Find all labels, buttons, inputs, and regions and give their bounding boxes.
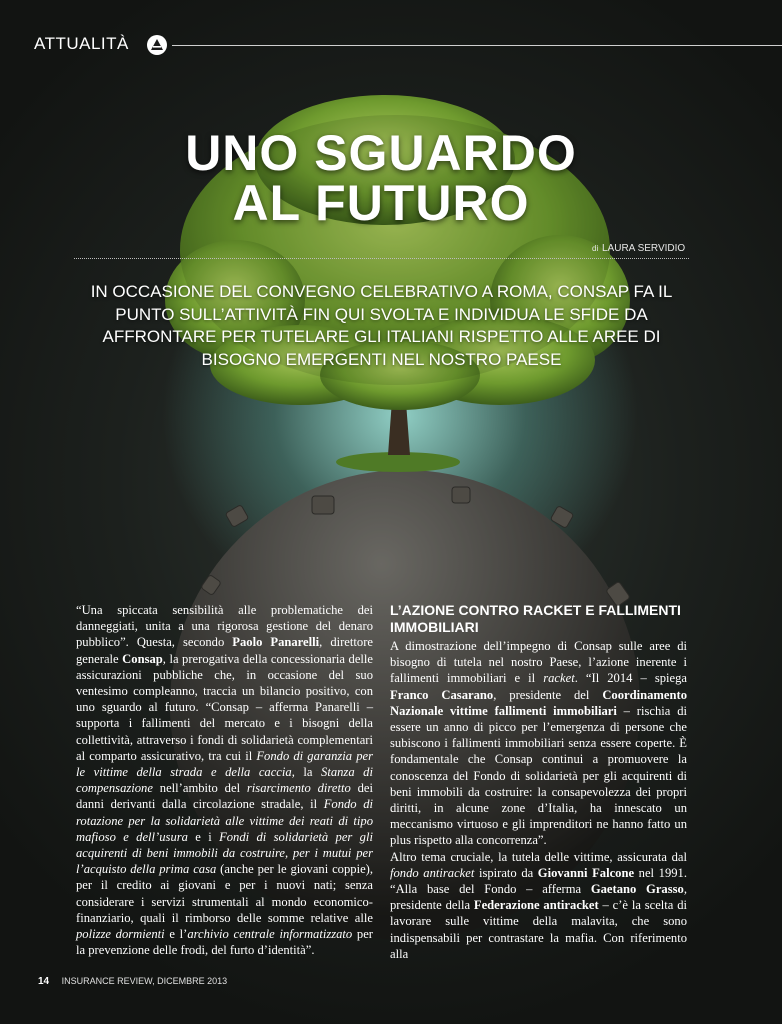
byline-author: LAURA SERVIDIO (602, 243, 686, 254)
right-column (390, 602, 687, 962)
left-column (76, 602, 373, 958)
title-line-2: AL FUTURO (232, 175, 530, 231)
page-number: 14 (38, 976, 50, 987)
dotted-divider (74, 258, 689, 259)
title-line-1: UNO SGUARDO (185, 125, 577, 181)
publication-name: INSURANCE REVIEW, DICEMBRE 2013 (61, 976, 228, 986)
byline-prefix: di (592, 244, 599, 253)
section-label: ATTUALITÀ (34, 34, 129, 53)
page-footer (38, 976, 227, 987)
header-rule (172, 45, 782, 46)
paragraph: “Una spiccata sensibilità alle problematiche dei danneggiati, unita a una rigorosa gestione del denaro pubblico”. Questa, secondo Paolo Panarelli, direttore generale Consap, la prerogativa della concessionaria delle assicurazioni pubbliche che, in occasione del suo ventesimo compleanno, traccia un bilancio positivo, con uno sguardo al futuro. “Consap – afferma Panarelli – supporta i fallimenti del mercato e i bisogni della collettività, attraverso i fondi di solidarietà complementari al comparto assicurativo, tra cui il Fondo di garanzia per le vittime della strada e della caccia, la Stanza di compensazione nell’ambito del risarcimento diretto dei danni derivanti dalla circolazione stradale, il Fondo di rotazione per la solidarietà alle vittime dei reati di tipo mafioso e dell’usura e i Fondi di solidarietà per gli acquirenti di beni immobili da costruire, per i mutui per l’acquisto della prima casa (anche per le giovani coppie), per il credito ai giovani e per i nuovi nati; senza considerare i servizi strumentali al mondo economico-finanziario, quali il rimborso delle somme relative alle polizze dormienti e l’archivio centrale informatizzato per la prevenzione delle frodi, del furto d’identità”. (76, 603, 374, 958)
paragraph: A dimostrazione dell’impegno di Consap sulle aree di bisogno di tutela nel nostro Paese, l’azione inerente i fallimenti immobiliari e il racket. “Il 2014 – spiega Franco Casarano, presidente del Coordinamento Nazionale vittime fallimenti immobiliari – rischia di essere un anno di picco per l’emergenza di persone che subiscono i fallimenti immobiliari senza essere coperte. È fondamentale che Consap continui a promuovere la conoscenza del Fondo di solidarietà per gli acquirenti di beni immobili da costruire: la consapevolezza dei propri diritti, in alcune zone d’Italia, ha innescato un meccanismo virtuoso e gli imprenditori ne hanno fatto un plus rispetto alla concorrenza”. (390, 639, 688, 848)
triangle-logo-icon (147, 35, 167, 55)
paragraph: Altro tema cruciale, la tutela delle vittime, assicurata dal fondo antiracket ispirato da Giovanni Falcone nel 1991. “Alla base del Fondo – afferma Gaetano Grasso, presidente della Federazione antiracket – c’è la scelta di lavorare sulle vittime della malavita, che sono indispensabili per contrastare la mafia. Con riferimento alla (390, 849, 688, 961)
section-subhead: L’AZIONE CONTRO RACKET E FALLIMENTI IMMOBILIARI (390, 602, 681, 635)
article-title (0, 125, 762, 231)
article-lead: IN OCCASIONE DEL CONVEGNO CELEBRATIVO A ROMA, CONSAP FA IL PUNTO SULL’ATTIVITÀ FIN QUI SVOLTA E INDIVIDUA LE SFIDE DA AFFRONTARE PER TUTELARE GLI ITALIANI RISPETTO ALLE AREE DI BISOGNO EMERGENTI NEL NOSTRO PAESE (90, 282, 673, 369)
